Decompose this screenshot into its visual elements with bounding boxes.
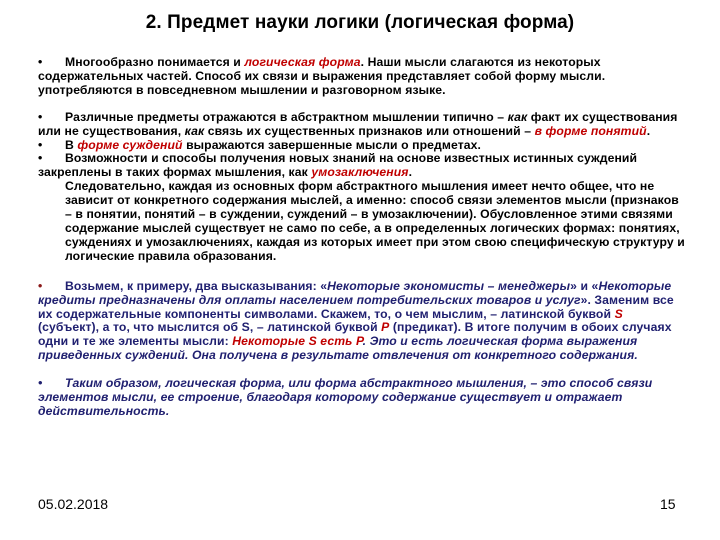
highlight: логическая форма xyxy=(244,55,361,69)
text: связь их существенных признаков или отношений – xyxy=(204,123,535,138)
text: (субъект), а то, что мыслится об S, – латинской буквой xyxy=(38,320,382,335)
symbol-s: S xyxy=(614,306,623,321)
text: Многообразно понимается и xyxy=(65,55,245,69)
text: . xyxy=(408,165,413,180)
slide-body xyxy=(38,56,686,419)
text: Таким образом, логическая форма, или форма абстрактного мышления, – это способ связи элементов мысли, ее строение, благодаря которому содержание существует и отражает действительность. xyxy=(38,376,653,418)
text: Различные предметы отражаются в абстрактном мышлении типично – xyxy=(65,109,508,124)
highlight: в форме понятий xyxy=(534,123,647,138)
paragraph-judgments xyxy=(38,139,686,153)
text: » и « xyxy=(570,278,599,293)
text: выражаются завершенные мысли о предметах. xyxy=(182,137,482,152)
symbol-p: P xyxy=(381,320,390,335)
text: ». Заменим все их содержательные компоненты символами. Скажем, то, о чем мыслим, – латинской буквой xyxy=(38,292,674,321)
highlight: форме суждений xyxy=(77,137,183,152)
text-italic: Некоторые кредиты предназначены для оплаты населением потребительских товаров и услуг xyxy=(38,278,672,307)
paragraph-summary xyxy=(38,377,686,419)
footer-date: 05.02.2018 xyxy=(38,496,109,512)
bullet-marker: • xyxy=(38,278,43,293)
paragraph-concepts xyxy=(38,111,686,139)
highlight: умозаключения xyxy=(311,165,409,180)
paragraph-logical-form xyxy=(38,56,686,98)
text: В xyxy=(65,137,78,152)
paragraph-example xyxy=(38,280,686,363)
highlight: Некоторые S есть P xyxy=(232,334,363,349)
bullet-marker: • xyxy=(38,376,43,391)
text-italic: как xyxy=(507,109,528,124)
paragraph-conclusion: Следовательно, каждая из основных форм абстрактного мышления имеет нечто общее, что не зависит от конкретного содержания мыслей, а именно: способ связи элементов мысли (признаков – в понятии, понятий – в суждении, суждений – в умозаключении). Обусловленное этими связями содержание мыслей существует не само по себе, а в определенных логических формах: понятиях, суждениях и умозаключениях, каждая из которых имеет при этом свою специфическую структуру и логические правила образования. xyxy=(65,179,685,263)
bullet-marker: • xyxy=(38,137,43,152)
bullet-marker: • xyxy=(38,151,43,166)
page-number: 15 xyxy=(660,496,676,512)
bullet-marker: • xyxy=(38,109,43,124)
text-italic: Некоторые экономисты – менеджеры xyxy=(327,278,571,293)
text: факт их существования или не существования, xyxy=(38,109,678,138)
text: (предикат). В итоге получим в обоих случаях одни и те же элементы мысли: xyxy=(38,320,672,349)
paragraph-inferences xyxy=(38,152,686,180)
slide-title: 2. Предмет науки логики (логическая форма) xyxy=(145,12,575,33)
text-italic: как xyxy=(184,123,205,138)
text-italic: . Это и есть логическая форма выражения приведенных суждений. Она получена в результате отвлечения от конкретного содержания. xyxy=(38,334,638,363)
text: Возьмем, к примеру, два высказывания: « xyxy=(65,278,328,293)
bullet-marker: • xyxy=(38,55,43,69)
text: Возможности и способы получения новых знаний на основе известных истинных суждений закреплены в таких формах мышления, как xyxy=(38,151,638,180)
text: . Наши мысли слагаются из некоторых содержательных частей. Способ их связи и выражения представляет собой форму мысли. употребляются в повседневном мышлении и разговорном языке. xyxy=(38,55,606,97)
text: . xyxy=(646,123,651,138)
